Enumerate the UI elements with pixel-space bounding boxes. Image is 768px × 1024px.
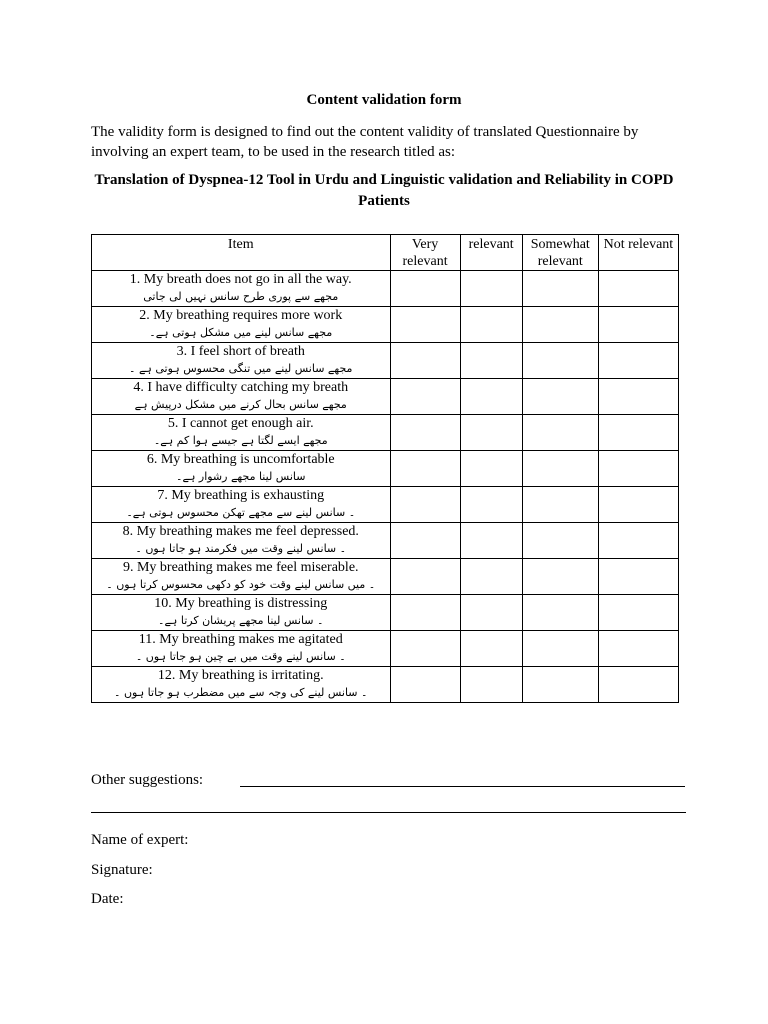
rating-cell-relevant[interactable]: [460, 559, 522, 595]
rating-cell-not-relevant[interactable]: [598, 379, 678, 415]
item-urdu-text: ۔ میں سانس لینے وقت خود کو دکھی محسوس کرتا ہوں ۔: [106, 578, 376, 591]
item-english-text: 4. I have difficulty catching my breath: [133, 380, 349, 395]
table-row: [92, 415, 679, 451]
rating-cell-relevant[interactable]: [460, 451, 522, 487]
form-title: Content validation form: [306, 92, 462, 108]
header-item: Item: [92, 235, 391, 271]
rating-cell-very-relevant[interactable]: [390, 595, 460, 631]
table-row: [92, 271, 679, 307]
item-cell: [92, 415, 391, 451]
rating-cell-very-relevant[interactable]: [390, 523, 460, 559]
rating-cell-somewhat-relevant[interactable]: [522, 595, 598, 631]
item-cell: [92, 595, 391, 631]
rating-cell-somewhat-relevant[interactable]: [522, 451, 598, 487]
item-english-text: 6. My breathing is uncomfortable: [146, 452, 335, 467]
rating-cell-very-relevant[interactable]: [390, 307, 460, 343]
suggestions-line[interactable]: [240, 786, 685, 787]
rating-cell-somewhat-relevant[interactable]: [522, 379, 598, 415]
item-urdu-text: سانس لینا مجھے رشوار ہے۔: [176, 470, 306, 483]
item-urdu-text: مجھے سے پوری طرح سانس نہیں لی جاتی: [143, 290, 339, 303]
item-cell: [92, 631, 391, 667]
rating-cell-somewhat-relevant[interactable]: [522, 271, 598, 307]
research-title: Translation of Dyspnea-12 Tool in Urdu and Linguistic validation and Reliability in COPD Patients: [94, 172, 674, 209]
rating-cell-very-relevant[interactable]: [390, 451, 460, 487]
rating-cell-relevant[interactable]: [460, 631, 522, 667]
item-english-text: 5. I cannot get enough air.: [167, 416, 314, 431]
rating-cell-not-relevant[interactable]: [598, 631, 678, 667]
rating-cell-very-relevant[interactable]: [390, 415, 460, 451]
item-english-text: 1. My breath does not go in all the way.: [129, 272, 352, 287]
item-english-text: 11. My breathing makes me agitated: [138, 632, 343, 647]
date-label: Date:: [91, 891, 124, 907]
rating-cell-relevant[interactable]: [460, 343, 522, 379]
item-english-text: 2. My breathing requires more work: [139, 308, 343, 323]
item-urdu-text: مجھے ایسے لگتا ہے جیسے ہوا کم ہے۔: [153, 434, 328, 447]
other-suggestions-label: Other suggestions:: [91, 772, 204, 788]
rating-cell-very-relevant[interactable]: [390, 343, 460, 379]
rating-cell-relevant[interactable]: [460, 307, 522, 343]
rating-cell-relevant[interactable]: [460, 379, 522, 415]
table-row: [92, 379, 679, 415]
rating-cell-very-relevant[interactable]: [390, 559, 460, 595]
item-urdu-text: مجھے سانس لینے میں مشکل ہوتی ہے۔: [149, 326, 333, 339]
header-not-relevant: Not relevant: [598, 235, 678, 271]
item-cell: [92, 379, 391, 415]
rating-cell-not-relevant[interactable]: [598, 559, 678, 595]
rating-cell-somewhat-relevant[interactable]: [522, 415, 598, 451]
intro-paragraph: The validity form is designed to find out the content validity of translated Questionnaire by involving an expert team, to be used in the research titled as:: [91, 124, 639, 160]
table-header-row: [92, 235, 679, 271]
rating-cell-not-relevant[interactable]: [598, 343, 678, 379]
item-cell: [92, 307, 391, 343]
rating-cell-somewhat-relevant[interactable]: [522, 343, 598, 379]
rating-cell-somewhat-relevant[interactable]: [522, 307, 598, 343]
rating-cell-not-relevant[interactable]: [598, 415, 678, 451]
header-somewhat-relevant: Somewhat relevant: [522, 235, 598, 271]
rating-cell-very-relevant[interactable]: [390, 379, 460, 415]
rating-cell-very-relevant[interactable]: [390, 487, 460, 523]
item-english-text: 8. My breathing makes me feel depressed.: [122, 524, 359, 539]
item-cell: [92, 559, 391, 595]
table-row: [92, 523, 679, 559]
rating-cell-relevant[interactable]: [460, 595, 522, 631]
item-english-text: 12. My breathing is irritating.: [157, 668, 324, 683]
item-urdu-text: ۔ سانس لینا مجھے پریشان کرتا ہے۔: [158, 614, 324, 627]
rating-cell-not-relevant[interactable]: [598, 271, 678, 307]
rating-cell-somewhat-relevant[interactable]: [522, 667, 598, 703]
rating-cell-not-relevant[interactable]: [598, 451, 678, 487]
item-english-text: 7. My breathing is exhausting: [157, 488, 325, 503]
suggestions-line-2[interactable]: [91, 812, 686, 813]
item-urdu-text: ۔ سانس لینے کی وجہ سے میں مضطرب ہو جاتا ہوں ۔: [114, 686, 368, 699]
rating-cell-not-relevant[interactable]: [598, 307, 678, 343]
table-row: [92, 451, 679, 487]
item-urdu-text: مجھے سانس لینے میں تنگی محسوس ہوتی ہے ۔: [129, 362, 353, 375]
rating-cell-somewhat-relevant[interactable]: [522, 487, 598, 523]
item-cell: [92, 343, 391, 379]
rating-cell-relevant[interactable]: [460, 415, 522, 451]
rating-cell-somewhat-relevant[interactable]: [522, 631, 598, 667]
header-very-relevant: Very relevant: [390, 235, 460, 271]
item-cell: [92, 487, 391, 523]
item-english-text: 3. I feel short of breath: [176, 344, 305, 359]
table-row: [92, 595, 679, 631]
item-urdu-text: ۔ سانس لینے وقت میں بے چین ہو جاتا ہوں ۔: [135, 650, 346, 663]
item-cell: [92, 667, 391, 703]
item-urdu-text: ۔ سانس لینے وقت میں فکرمند ہو جاتا ہوں ۔: [135, 542, 347, 555]
rating-cell-very-relevant[interactable]: [390, 667, 460, 703]
table-row: [92, 487, 679, 523]
signature-label: Signature:: [91, 862, 153, 878]
item-cell: [92, 271, 391, 307]
rating-cell-not-relevant[interactable]: [598, 523, 678, 559]
item-english-text: 9. My breathing makes me feel miserable.: [122, 560, 359, 575]
rating-cell-relevant[interactable]: [460, 523, 522, 559]
rating-cell-relevant[interactable]: [460, 487, 522, 523]
rating-cell-relevant[interactable]: [460, 667, 522, 703]
item-cell: [92, 523, 391, 559]
table-row: [92, 307, 679, 343]
item-cell: [92, 451, 391, 487]
rating-cell-very-relevant[interactable]: [390, 631, 460, 667]
rating-cell-somewhat-relevant[interactable]: [522, 559, 598, 595]
table-row: [92, 667, 679, 703]
rating-cell-not-relevant[interactable]: [598, 487, 678, 523]
rating-cell-very-relevant[interactable]: [390, 271, 460, 307]
name-of-expert-label: Name of expert:: [91, 832, 189, 848]
table-row: [92, 343, 679, 379]
header-relevant: relevant: [460, 235, 522, 271]
item-english-text: 10. My breathing is distressing: [154, 596, 328, 611]
rating-cell-not-relevant[interactable]: [598, 667, 678, 703]
table-row: [92, 559, 679, 595]
rating-cell-not-relevant[interactable]: [598, 595, 678, 631]
item-urdu-text: مجھے سانس بحال کرنے میں مشکل درپیش ہے: [134, 398, 347, 411]
rating-cell-relevant[interactable]: [460, 271, 522, 307]
item-urdu-text: ۔ سانس لینے سے مجھے تھکن محسوس ہوتی ہے۔: [126, 506, 356, 519]
table-row: [92, 631, 679, 667]
rating-cell-somewhat-relevant[interactable]: [522, 523, 598, 559]
validation-table: [91, 234, 679, 703]
